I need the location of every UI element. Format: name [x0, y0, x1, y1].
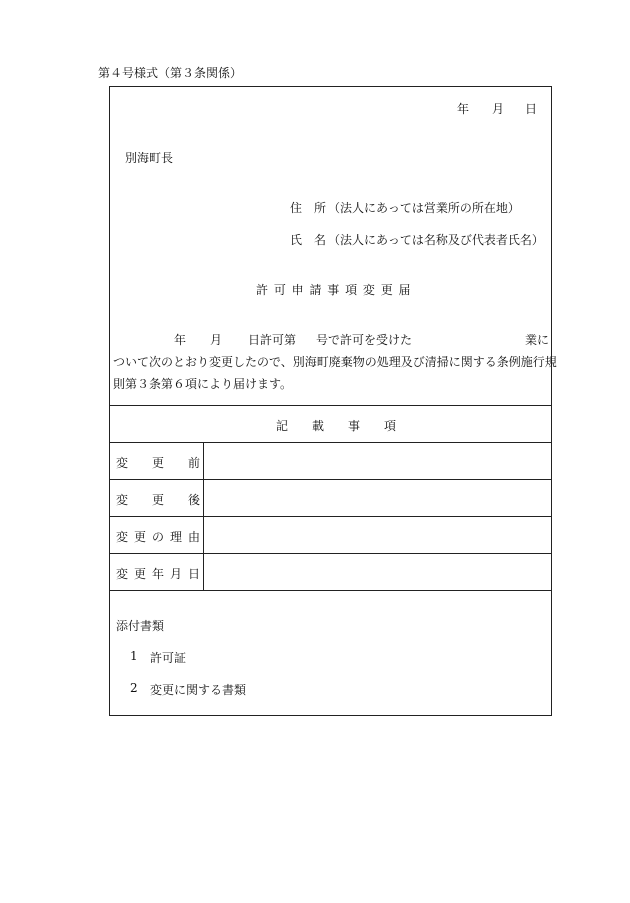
attachment-item-change-docs: 変更に関する書類 — [150, 683, 247, 697]
body-permit-prefix: 日許可第 — [248, 333, 297, 347]
table-row-border — [110, 442, 551, 443]
name-note: （法人にあっては名称及び代表者氏名） — [328, 233, 544, 247]
body-permit-number: 号で許可を受けた — [316, 333, 413, 347]
table-row-label-after: 変 更 後 — [116, 493, 200, 507]
body-line-2: ついて次のとおり変更したので、別海町廃棄物の処理及び清掃に関する条例施行規 — [113, 355, 557, 369]
table-row-border — [110, 479, 551, 480]
form-number-label: 第４号様式（第３条関係） — [98, 66, 243, 80]
body-line-3: 則第３条第６項により届けます。 — [113, 377, 293, 391]
table-row-border — [110, 553, 551, 554]
table-column-divider — [203, 442, 204, 590]
body-year: 年 — [174, 333, 187, 347]
addressee: 別海町長 — [125, 151, 174, 165]
table-header: 記 載 事 項 — [276, 419, 397, 433]
form-frame — [109, 86, 557, 716]
body-business-suffix: 業に — [525, 333, 550, 347]
attachments-heading: 添付書類 — [116, 619, 165, 633]
table-row-border — [110, 516, 551, 517]
address-note: （法人にあっては営業所の所在地） — [328, 201, 520, 215]
date-month: 月 — [492, 102, 505, 116]
address-label: 住 所 — [290, 201, 327, 215]
table-top-border — [110, 405, 551, 406]
table-row-label-date: 変 更 年 月 日 — [116, 567, 200, 581]
attachment-number: 2 — [130, 681, 138, 695]
attachment-item-permit: 許可証 — [150, 651, 187, 665]
table-row-label-reason: 変 更 の 理 由 — [116, 530, 200, 544]
body-month: 月 — [210, 333, 223, 347]
date-day: 日 — [525, 102, 538, 116]
name-label: 氏 名 — [290, 233, 327, 247]
attachment-number: 1 — [130, 649, 138, 663]
document-title: 許 可 申 請 事 項 変 更 届 — [256, 283, 411, 297]
date-year: 年 — [457, 102, 470, 116]
table-bottom-border — [110, 590, 551, 591]
table-row-label-before: 変 更 前 — [116, 456, 200, 470]
